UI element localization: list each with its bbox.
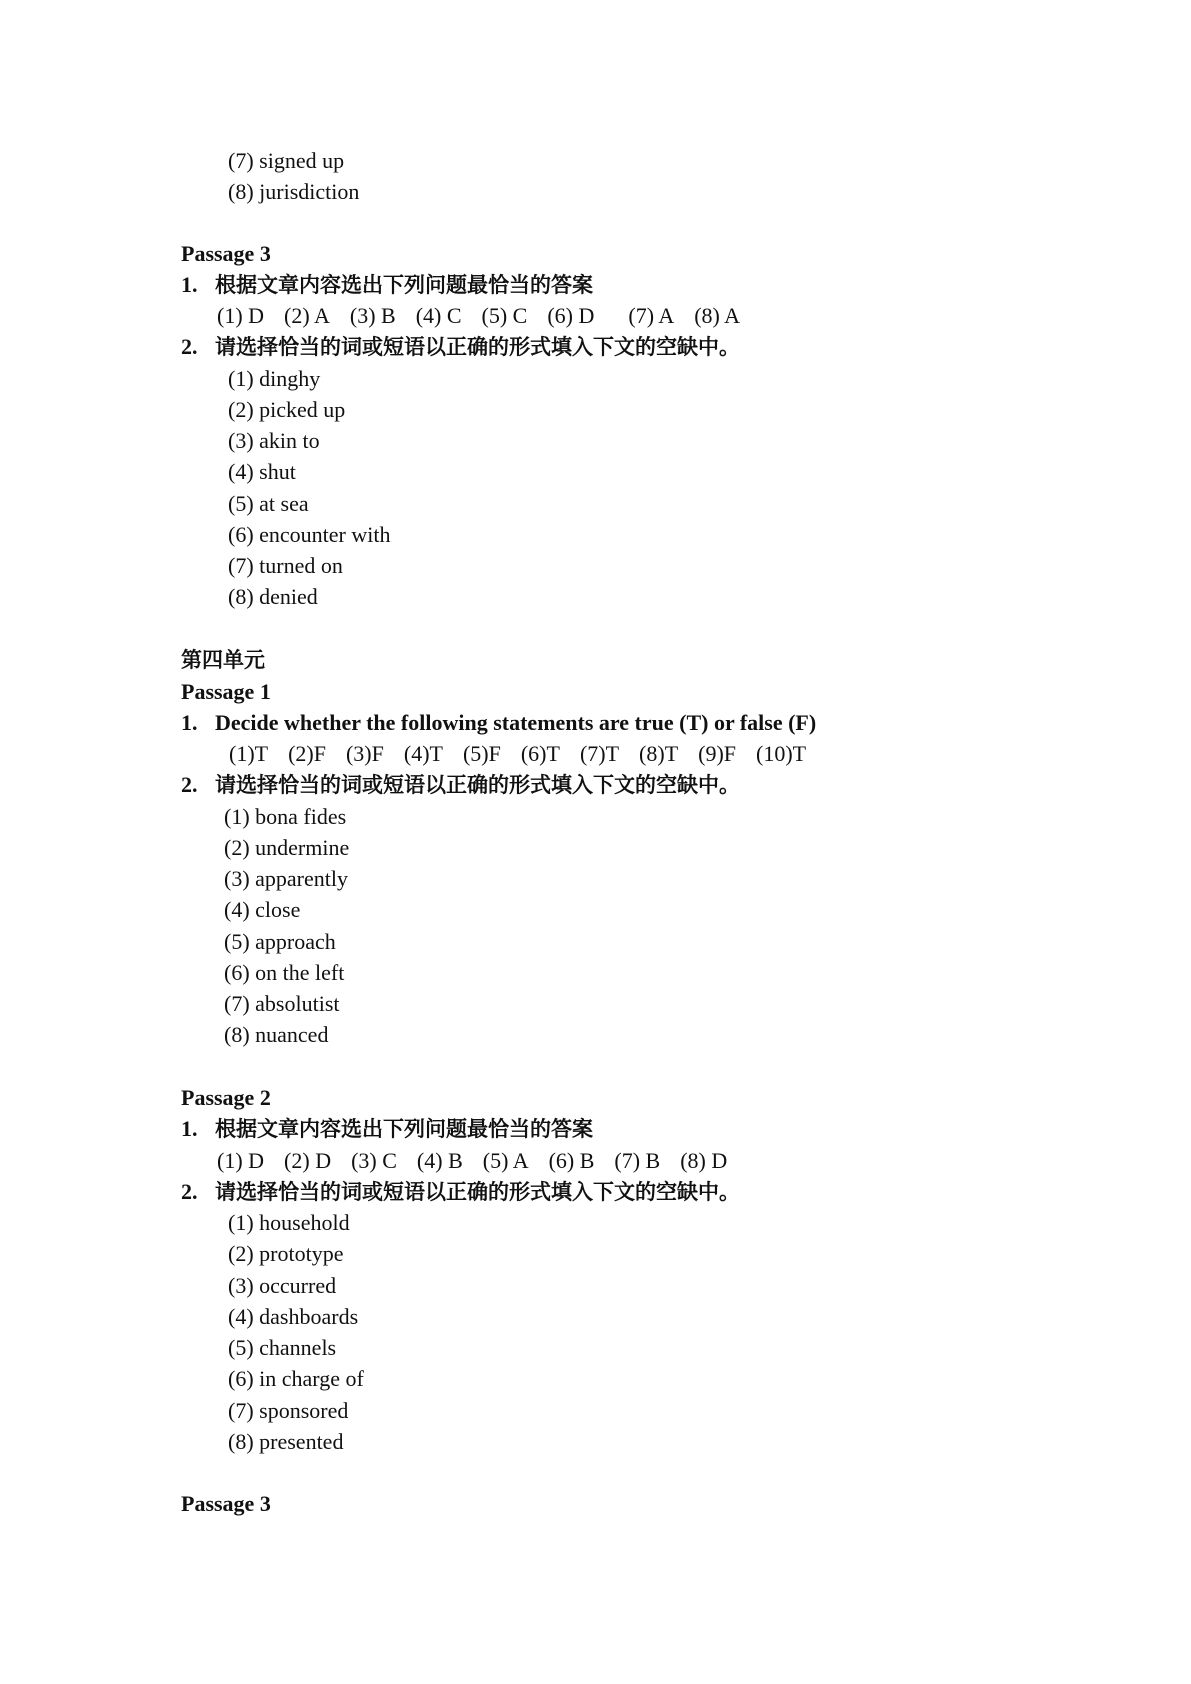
answer-item: (5) channels xyxy=(228,1335,337,1360)
answer: (4) B xyxy=(416,1148,463,1173)
answer-item: (6) encounter with xyxy=(228,522,391,547)
question-text: 请选择恰当的词或短语以正确的形式填入下文的空缺中。 xyxy=(215,335,740,359)
question-text: Decide whether the following statements are true (T) or false (F) xyxy=(215,710,817,735)
answer: (7) B xyxy=(614,1148,661,1173)
answer: (3) B xyxy=(349,303,396,328)
question-text: 请选择恰当的词或短语以正确的形式填入下文的空缺中。 xyxy=(215,1180,740,1204)
question-number: 2. xyxy=(181,1179,198,1204)
answer: (10)T xyxy=(756,741,807,766)
answer-item: (2) undermine xyxy=(224,835,350,860)
answer: (1) D xyxy=(217,1148,265,1173)
answer: (7) A xyxy=(628,303,675,328)
answer-item: (1) bona fides xyxy=(224,804,347,829)
question-number: 1. xyxy=(181,1116,198,1141)
answer-item: (8) presented xyxy=(228,1429,344,1454)
answer: (4) C xyxy=(415,303,462,328)
answer-item: (7) sponsored xyxy=(228,1398,349,1423)
answer: (3)F xyxy=(345,741,384,766)
answer: (3) C xyxy=(351,1148,397,1173)
answer-item: (7) absolutist xyxy=(224,991,340,1016)
question-number: 2. xyxy=(181,772,198,797)
answer-item: (5) at sea xyxy=(228,491,309,516)
answer-item: (2) prototype xyxy=(228,1241,344,1266)
passage-heading: Passage 3 xyxy=(181,1491,271,1516)
answer-item: (4) close xyxy=(224,897,301,922)
answer: (7)T xyxy=(579,741,620,766)
answer-item: (7) signed up xyxy=(228,148,345,173)
answer: (5) C xyxy=(481,303,528,328)
passage-heading: Passage 2 xyxy=(181,1085,271,1110)
answer-item: (2) picked up xyxy=(228,397,346,422)
question-number: 2. xyxy=(181,334,198,359)
question-2 xyxy=(181,1179,740,1205)
answer: (6)T xyxy=(520,741,560,766)
question-1 xyxy=(181,1116,593,1142)
question-2 xyxy=(181,334,740,360)
answer-item: (7) turned on xyxy=(228,553,343,578)
answer: (2)F xyxy=(288,741,326,766)
answer: (1) D xyxy=(217,303,265,328)
question-number: 1. xyxy=(181,272,198,297)
question-1 xyxy=(181,272,593,298)
question-text: 根据文章内容选出下列问题最恰当的答案 xyxy=(215,273,593,297)
answer: (1)T xyxy=(229,741,269,766)
answer: (9)F xyxy=(698,741,737,766)
answer-item: (6) on the left xyxy=(224,960,345,985)
answer: (8) A xyxy=(694,303,741,328)
question-number: 1. xyxy=(181,710,198,735)
question-text: 根据文章内容选出下列问题最恰当的答案 xyxy=(215,1117,593,1141)
answer: (4)T xyxy=(403,741,443,766)
answer-item: (3) akin to xyxy=(228,428,320,453)
answer-row xyxy=(217,1148,747,1174)
question-text: 请选择恰当的词或短语以正确的形式填入下文的空缺中。 xyxy=(215,773,740,797)
answer: (5) A xyxy=(482,1148,529,1173)
answer-item: (8) jurisdiction xyxy=(228,179,360,204)
answer-item: (1) dinghy xyxy=(228,366,321,391)
answer: (5)F xyxy=(462,741,501,766)
answer-item: (4) shut xyxy=(228,459,296,484)
answer-item: (3) occurred xyxy=(228,1273,337,1298)
answer: (2) A xyxy=(284,303,330,328)
question-2 xyxy=(181,772,740,798)
unit-title: 第四单元 xyxy=(181,648,265,672)
answer-item: (3) apparently xyxy=(224,866,348,891)
answer: (8)T xyxy=(639,741,679,766)
answer: (2) D xyxy=(284,1148,332,1173)
answer: (6) B xyxy=(548,1148,595,1173)
question-1 xyxy=(181,710,816,736)
answer: (8) D xyxy=(680,1148,728,1173)
answer: (6) D xyxy=(547,303,595,328)
answer-item: (4) dashboards xyxy=(228,1304,359,1329)
answer-item: (1) household xyxy=(228,1210,350,1235)
answer-item: (8) denied xyxy=(228,584,318,609)
answer-item: (8) nuanced xyxy=(224,1022,329,1047)
passage-heading: Passage 3 xyxy=(181,241,271,266)
passage-heading: Passage 1 xyxy=(181,679,271,704)
answer-row xyxy=(217,303,760,329)
answer-row xyxy=(229,741,826,767)
answer-item: (5) approach xyxy=(224,929,336,954)
answer-item: (6) in charge of xyxy=(228,1366,364,1391)
